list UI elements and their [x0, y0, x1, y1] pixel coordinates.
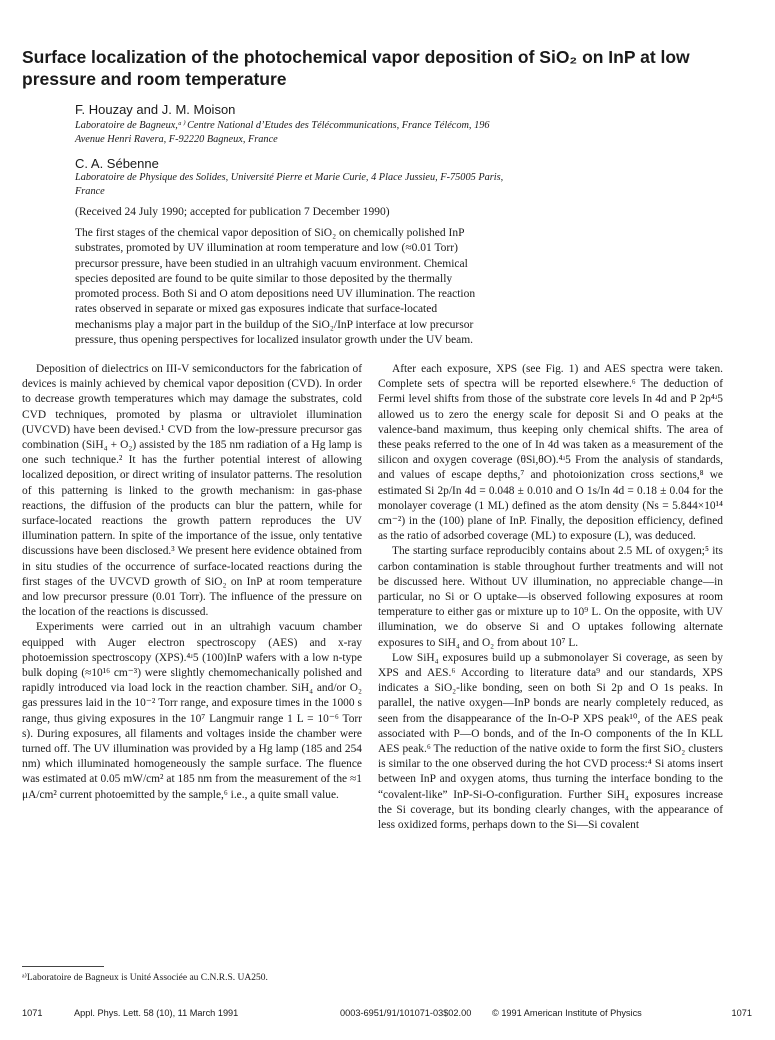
footnote: ᵃ⁾Laboratoire de Bagneux is Unité Associée au C.N.R.S. UA250. [22, 973, 268, 983]
affiliation-1 [75, 119, 715, 147]
received-dates: (Received 24 July 1990; accepted for publication 7 December 1990) [75, 206, 390, 218]
body-paragraph: Low SiH₄ exposures build up a submonolayer Si coverage, as seen by XPS and AES.⁶ According to literature data⁹ and our standards, XPS indicates a SiO₂-like bonding, seen on both Si 2p and O 1s peaks. In parallel, the native oxygen—InP bonds are nearly completely reduced, as seen from the disappearance of the In-O-P XPS peak¹⁰, of the AES peak associated with P—O bonds, and of the In-O components of the In KLL AES peak.⁶ The reduction of the native oxide to form the first SiO₂ clusters is similar to the one observed during the hot CVD process:⁴ Si atoms insert between InP and oxygen atoms, thus turning the interface bonding to the “covalent-like” InP-Si-O-configuration. Further SiH₄ exposures increase the Si coverage, but its bonding clearly changes, with the appearance of less oxidized forms, perhaps down to the Si—Si covalent [378, 651, 723, 832]
affiliation-2-line-2: France [75, 186, 105, 197]
body-paragraph: After each exposure, XPS (see Fig. 1) and AES spectra were taken. Complete sets of spectra will be reported elsewhere.⁶ The deduction of Fermi level shifts from those of the substrate core levels In 4d and P 2p⁴ʴ5 allowed us to zero the energy scale for deposit Si and O peaks at the valence-band maximum, thus keeping only chemical shifts. The area of these peaks referred to the one of In 4d was taken as a measurement of the silicon and oxygen coverage (θSi,θO).⁴ʴ5 From the analysis of standards, and values of escape depths,⁷ and photoionization cross sections,⁸ we estimated Si 2p/In 4d = 0.048 ± 0.010 and O 1s/In 4d = 0.18 ± 0.04 for the monolayer coverage (1 ML) defined as the atom density (Ns = 5.844×10¹⁴ cm⁻²) in the (100) plane of InP. Finally, the deposition efficiency, defined as the ratio of adsorbed coverage (ML) to exposure (L), was deduced. [378, 363, 723, 543]
page-number-right: 1071 [731, 1008, 752, 1018]
right-column [378, 362, 723, 833]
affiliation-1-line-2: Avenue Henri Ravera, F-92220 Bagneux, France [75, 134, 278, 145]
page-number-left: 1071 [22, 1008, 43, 1018]
copyright-notice: © 1991 American Institute of Physics [492, 1008, 642, 1018]
article-code: 0003-6951/91/101071-03$02.00 [340, 1008, 472, 1018]
journal-citation: Appl. Phys. Lett. 58 (10), 11 March 1991 [74, 1008, 239, 1018]
paper-title: Surface localization of the photochemical vapor deposition of SiO₂ on InP at low pressure and room temperature [22, 47, 690, 89]
footnote-divider [22, 966, 104, 967]
affiliation-1-line-1: Laboratoire de Bagneux,ᵃ⁾ Centre National d’Etudes des Télécommunications, France Télécom, 196 [75, 120, 490, 131]
body-paragraph: Deposition of dielectrics on III-V semiconductors for the fabrication of devices is mainly achieved by chemical vapor deposition (CVD). In order to decrease growth temperatures which may damage the substrates, cold CVD techniques, promoted by plasma or ultraviolet illumination (UVCVD) have been devised.¹ CVD from the low-pressure precursor gas combination (SiH₄ + O₂) assisted by the 185 nm radiation of a Hg lamp is one such technique.² It has the further potential interest of allowing localized deposition, or direct writing of insulator patterns. The resolution of this patterning is linked to the growth mechanism: in gas-phase reactions, the diffusion of the products can blur the pattern, while for surface-located reactions the growth pattern reproduces the UV illumination pattern. In spite of the importance of the issue, only tentative discussions have been disclosed.³ We present here evidence obtained from in situ studies of the occurrence of surface-located reactions during the first stages of the UVCVD growth of SiO₂ on InP at room temperature and low precursor pressure (0.01 Torr). The influence of the pressure on the location of the reactions is discussed. [22, 363, 362, 619]
affiliation-2 [75, 171, 715, 199]
abstract: The first stages of the chemical vapor deposition of SiO₂ on chemically polished InP substrates, promoted by UV illumination at room temperature and low (≈0.01 Torr) precursor pressure, have been studied in an ultrahigh vacuum environment. Chemical species deposited are found to be quite similar to those deposited by the thermally promoted process. Both Si and O atom depositions need UV illumination. The reaction rates observed in separate or mixed gas exposures indicate that surface-located mechanisms play a major part in the buildup of the SiO₂/InP interface at low precursor pressure, thus opening perspectives for localized insulator growth under the UV beam. [75, 227, 476, 347]
authors-group-1: F. Houzay and J. M. Moison [75, 102, 236, 117]
left-column [22, 362, 362, 803]
body-paragraph: The starting surface reproducibly contains about 2.5 ML of oxygen;⁵ its carbon contamination is stable throughout further treatments and will not be discussed here. Without UV illumination, no appreciable change—in particular, no Si or O uptake—is observed following exposures at room temperature to either gas or mixture up to 10⁹ L. On the opposite, with UV illumination, we do observe Si and O uptakes following alternate exposures to SiH₄ and O₂ from about 10⁷ L. [378, 545, 723, 649]
body-paragraph: Experiments were carried out in an ultrahigh vacuum chamber equipped with Auger electron spectroscopy (AES) and x-ray photoemission spectroscopy (XPS).⁴ʴ5 (100)InP wafers with a low n-type bulk doping (≈10¹⁶ cm⁻³) were slightly chemomechanically polished and rapidly introduced via load lock in the reaction chamber. SiH₄ and/or O₂ gas pressures laid in the 10⁻² Torr range, and exposure times in the 1000 s range, thus giving exposures in the 10⁷ Langmuir range 1 L = 10⁻⁶ Torr s). During exposures, all filaments and voltages inside the chamber were turned off. The UV illumination was provided by a Hg lamp (185 and 254 nm) which illuminated homogeneously the sample surface. The fluence was estimated at 0.05 mW/cm² at 185 nm from the measurement of the ≈1 μA/cm² current photoemitted by the sample,⁶ i.e., a quite small value. [22, 621, 362, 801]
authors-group-2: C. A. Sébenne [75, 156, 159, 171]
affiliation-2-line-1: Laboratoire de Physique des Solides, Université Pierre et Marie Curie, 4 Place Jussieu, F-75005 Paris, [75, 172, 504, 183]
page-footer [22, 1006, 752, 1020]
